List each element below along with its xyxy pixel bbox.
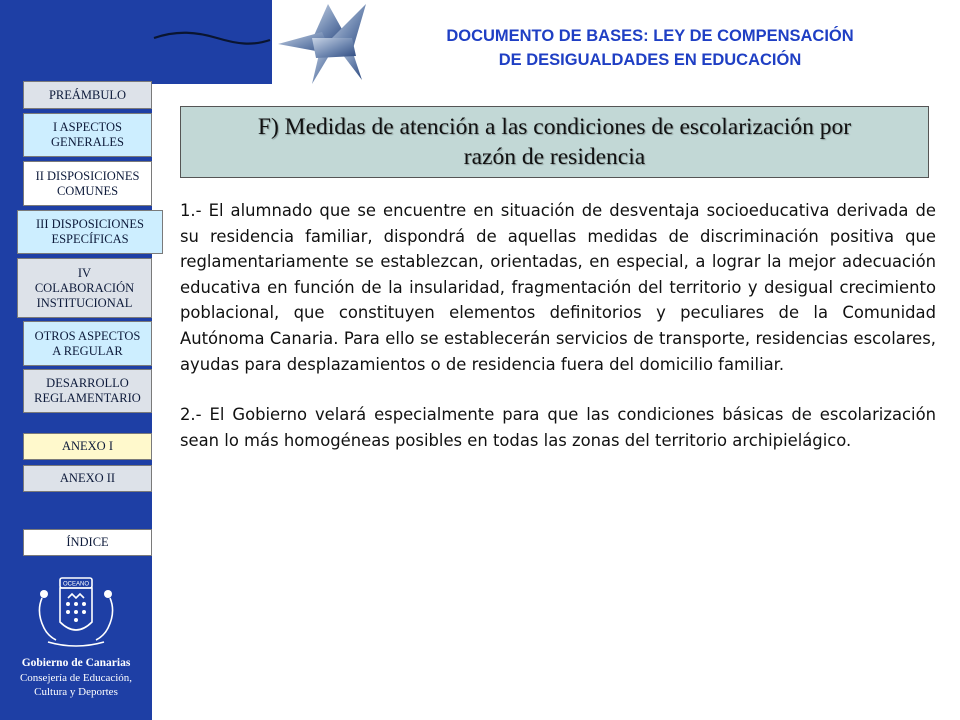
nav-colaboracion-institucional[interactable] [17, 258, 152, 318]
document-title [380, 24, 920, 72]
nav-otros-aspectos-label-1: OTROS ASPECTOS [34, 328, 141, 343]
nav-anexo-i-label: ANEXO I [61, 439, 114, 453]
nav-colaboracion-label-3: INSTITUCIONAL [36, 295, 133, 310]
nav-preambulo[interactable] [23, 81, 152, 109]
nav-indice[interactable] [23, 529, 152, 556]
nav-aspectos-generales[interactable] [23, 113, 152, 157]
nav-disposiciones-especificas-label-2: ESPECÍFICAS [51, 232, 129, 246]
coat-ribbon-text: OCEANO [62, 581, 90, 588]
nav-otros-aspectos[interactable] [23, 321, 152, 366]
nav-aspectos-generales-label-1: I ASPECTOS [53, 120, 122, 134]
nav-disposiciones-comunes-label-2: COMUNES [56, 183, 119, 198]
gov-dept-line-2: Cultura y Deportes [34, 686, 118, 698]
wave-logo-icon [154, 33, 270, 44]
paragraph-2: 2.- El Gobierno velará especialmente para que las condiciones básicas de escolarización sean lo más homogéneas posibles en todas las zonas del territorio archipielágico. [180, 405, 936, 450]
paragraph-1: 1.- El alumnado que se encuentre en situación de desventaja socioeducativa derivada de su residencia familiar, dispondrá de aquellas medidas de discriminación positiva que reglamentariamente se establezcan, orientadas, en especial, a lograr la mejor adecuación educativa en función de la insularidad, fragmentación del territorio y desigual crecimiento poblacional, que constituyen elementos definitorios y peculiares de la Comunidad Autónoma Canaria. Para ello se establecerán servicios de transporte, residencias escolares, ayudas para desplazamientos o de residencia fuera del domicilio familiar. [180, 201, 936, 374]
nav-disposiciones-comunes[interactable] [23, 161, 152, 206]
coat-of-arms-icon [28, 572, 124, 652]
nav-anexo-ii[interactable] [23, 465, 152, 492]
nav-desarrollo-reglamentario[interactable] [23, 369, 152, 413]
nav-aspectos-generales-label-2: GENERALES [51, 135, 124, 149]
section-title-line-1: F) Medidas de atención a las condiciones de escolarización por [257, 114, 852, 140]
nav-anexo-ii-label: ANEXO II [59, 471, 116, 485]
nav-colaboracion-label-2: COLABORACIÓN [34, 280, 135, 295]
nav-preambulo-label: PREÁMBULO [48, 87, 127, 102]
nav-colaboracion-label-1: IV [77, 265, 92, 280]
section-title [180, 106, 929, 178]
document-title-line-1: DOCUMENTO DE BASES: LEY DE COMPENSACIÓN [446, 27, 854, 45]
nav-otros-aspectos-label-2: A REGULAR [52, 343, 123, 358]
body-text [180, 198, 936, 478]
nav-disposiciones-especificas[interactable] [17, 210, 163, 254]
gov-dept-line-1: Consejería de Educación, [19, 672, 133, 684]
section-title-line-2: razón de residencia [463, 144, 646, 170]
nav-desarrollo-label-1: DESARROLLO [46, 376, 129, 390]
star-logo-icon [152, 0, 372, 90]
nav-anexo-i[interactable] [23, 433, 152, 460]
nav-indice-label: ÍNDICE [66, 535, 109, 549]
nav-desarrollo-label-2: REGLAMENTARIO [34, 391, 141, 405]
nav-disposiciones-comunes-label-1: II DISPOSICIONES [35, 168, 140, 183]
document-title-line-2: DE DESIGUALDADES EN EDUCACIÓN [498, 51, 802, 69]
gov-name: Gobierno de Canarias [21, 657, 131, 669]
nav-disposiciones-especificas-label-1: III DISPOSICIONES [36, 217, 144, 231]
government-footer [0, 656, 152, 699]
